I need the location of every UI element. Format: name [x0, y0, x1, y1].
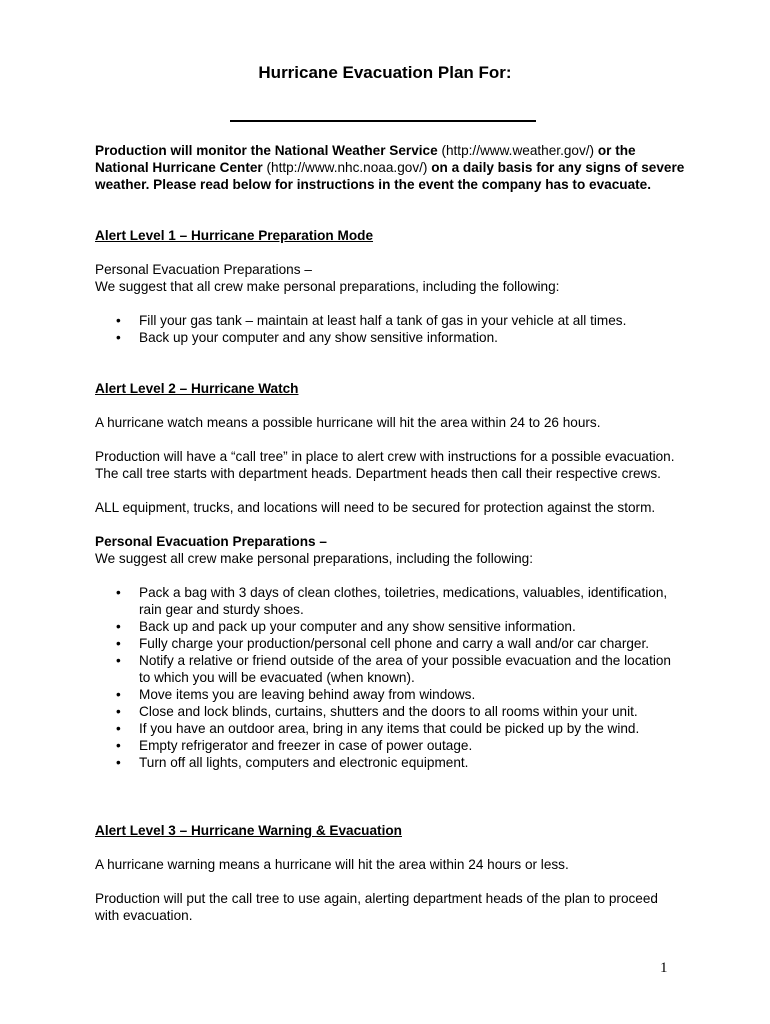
- list-item: • If you have an outdoor area, bring in any items that could be picked up by the wind.: [116, 721, 640, 736]
- bullet-icon: •: [116, 313, 121, 328]
- name-blank-line: [230, 120, 536, 122]
- level2-prep-title: Personal Evacuation Preparations –: [95, 534, 327, 549]
- intro-text-1: Production will monitor the National Weather Service: [95, 143, 438, 158]
- list-item: • Close and lock blinds, curtains, shutters and the doors to all rooms within your unit.: [116, 704, 638, 719]
- list-item: • Empty refrigerator and freezer in case of power outage.: [116, 738, 473, 753]
- intro-text-2: or the National Hurricane Center: [95, 143, 636, 175]
- level1-prep-title: Personal Evacuation Preparations –: [95, 262, 312, 277]
- alert-level-2-heading: Alert Level 2 – Hurricane Watch: [95, 381, 299, 396]
- level3-para-2: Production will put the call tree to use again, alerting department heads of the plan to proceed with evacuation.: [95, 891, 658, 923]
- list-item: • Pack a bag with 3 days of clean clothes, toiletries, medications, valuables, identification, rain gear and sturdy shoes.: [116, 585, 668, 617]
- bullet-icon: •: [116, 330, 121, 345]
- level1-prep-list: [95, 312, 685, 346]
- weather-gov-link: (http://www.weather.gov/): [437, 143, 598, 158]
- list-item: • Back up your computer and any show sensitive information.: [116, 330, 498, 345]
- page-number: 1: [660, 960, 668, 976]
- document-body: [95, 142, 685, 924]
- bullet-icon: •: [116, 738, 121, 753]
- level2-para-1: A hurricane watch means a possible hurricane will hit the area within 24 to 26 hours.: [95, 415, 601, 430]
- level1-prep-intro: We suggest that all crew make personal preparations, including the following:: [95, 279, 560, 294]
- level2-para-3: ALL equipment, trucks, and locations will need to be secured for protection against the storm.: [95, 500, 656, 515]
- intro-paragraph: [95, 142, 685, 193]
- bullet-icon: •: [116, 687, 121, 702]
- bullet-icon: •: [116, 585, 121, 600]
- bullet-icon: •: [116, 636, 121, 651]
- intro-text-3: on a daily basis for any signs of severe weather. Please read below for instructions in the event the company has to evacuate.: [95, 160, 685, 192]
- level2-prep-list: [95, 584, 685, 771]
- bullet-icon: •: [116, 619, 121, 634]
- level2-prep-intro: We suggest all crew make personal preparations, including the following:: [95, 551, 534, 566]
- bullet-icon: •: [116, 721, 121, 736]
- nhc-link: (http://www.nhc.noaa.gov/): [262, 160, 432, 175]
- level2-para-2: Production will have a “call tree” in place to alert crew with instructions for a possible evacuation. The call tree starts with department heads. Department heads then call their respective crews.: [95, 449, 675, 481]
- alert-level-3-heading: Alert Level 3 – Hurricane Warning & Evacuation: [95, 823, 402, 838]
- bullet-icon: •: [116, 704, 121, 719]
- list-item: • Move items you are leaving behind away from windows.: [116, 687, 476, 702]
- page-title: Hurricane Evacuation Plan For:: [258, 63, 512, 82]
- list-item: • Fully charge your production/personal cell phone and carry a wall and/or car charger.: [116, 636, 650, 651]
- bullet-icon: •: [116, 755, 121, 770]
- list-item: • Fill your gas tank – maintain at least half a tank of gas in your vehicle at all times.: [116, 313, 627, 328]
- bullet-icon: •: [116, 653, 121, 668]
- list-item: • Back up and pack up your computer and any show sensitive information.: [116, 619, 576, 634]
- alert-level-1-heading: Alert Level 1 – Hurricane Preparation Mode: [95, 228, 374, 243]
- list-item: • Notify a relative or friend outside of the area of your possible evacuation and the location to which you will be evacuated (when known).: [116, 653, 671, 685]
- level3-para-1: A hurricane warning means a hurricane will hit the area within 24 hours or less.: [95, 857, 569, 872]
- list-item: • Turn off all lights, computers and electronic equipment.: [116, 755, 469, 770]
